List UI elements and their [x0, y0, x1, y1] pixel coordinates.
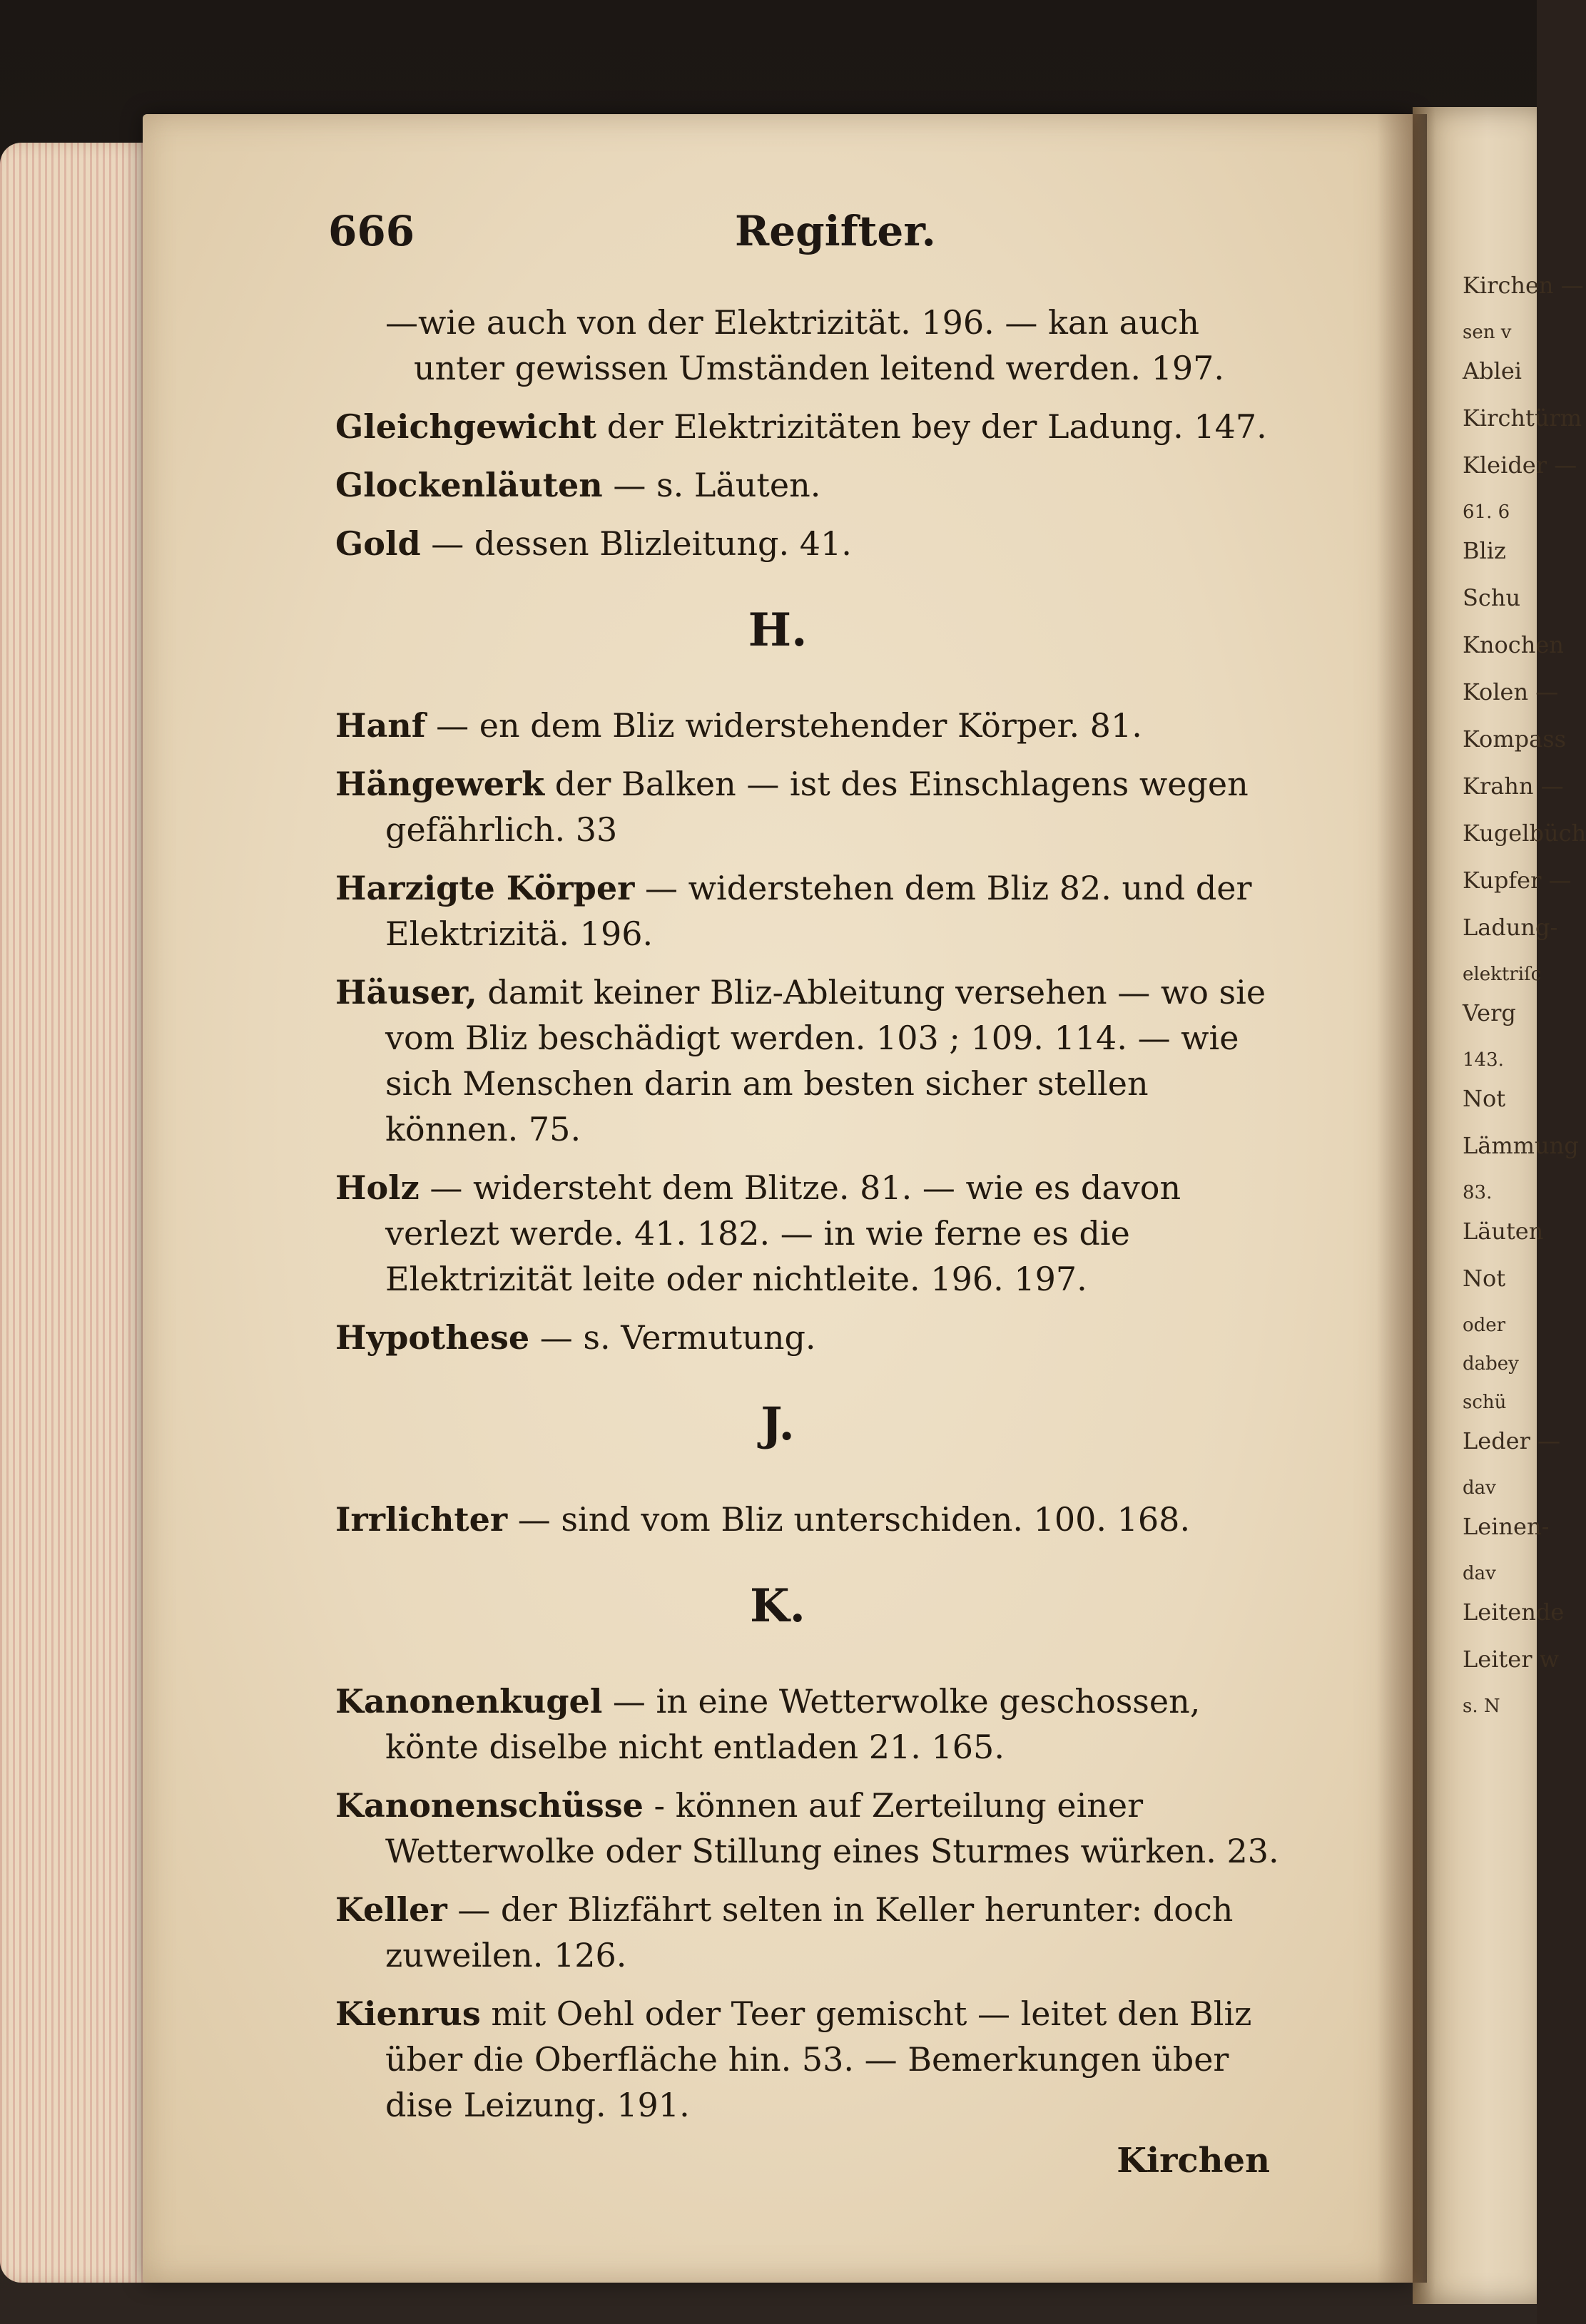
index-entry [335, 521, 1284, 566]
index-entry: —wie auch von der Elektrizität. 196. — kan auch unter gewissen Umständen leitend werden. 197. [385, 303, 1225, 387]
entry-text: — widersteht dem Blitze. 81. — wie es davon verlezt werde. 41. 182. — in wie ferne es die Elektrizität leite oder nichtleite. 196. 197. [385, 1168, 1181, 1298]
entry-term: Glockenläuten [335, 466, 603, 504]
facing-page-fragment: Not [1463, 1085, 1506, 1112]
index-entry [335, 462, 1284, 508]
entry-text: — in eine Wetterwolke geschossen, könte diselbe nicht entladen 21. 165. [385, 1682, 1201, 1766]
index-entry [335, 1783, 1284, 1874]
facing-page-fragment: Kugelbüch [1463, 820, 1586, 847]
entry-text: — sind vom Bliz unterschiden. 100. 168. [507, 1500, 1191, 1539]
facing-page-fragment: Leder — [1463, 1427, 1561, 1454]
index-entry [335, 1678, 1284, 1770]
facing-page-fragment: Not [1463, 1265, 1506, 1292]
entry-text: - können auf Zerteilung einer Wetterwolke oder Stillung eines Sturmes würken. 23. [385, 1786, 1279, 1870]
entry-term: Hängewerk [335, 765, 545, 803]
facing-page-fragment: Krahn — [1463, 773, 1564, 800]
facing-page-fragment: Schu [1463, 584, 1521, 611]
index-entry [335, 761, 1284, 852]
section-letter-i: J. [761, 1397, 795, 1451]
entry-term: Kienrus [335, 1994, 481, 2033]
entry-term: Keller [335, 1890, 447, 1929]
facing-page-fragment: Verg [1463, 999, 1516, 1026]
facing-page-fragment: elektriſc [1463, 964, 1542, 985]
facing-page-fragment: 61. 6 [1463, 501, 1510, 523]
index-entry [335, 703, 1284, 748]
entry-text: — widerstehen dem Bliz 82. und der Elektrizitä. 196. [385, 869, 1252, 953]
facing-page-fragment: dabey [1463, 1353, 1519, 1375]
index-content [335, 300, 1284, 2181]
entry-term: Irrlichter [335, 1500, 508, 1539]
entry-text: — dessen Blizleitung. 41. [420, 524, 852, 563]
facing-page-fragment: Bliz [1463, 537, 1506, 564]
index-entry [335, 404, 1284, 449]
entry-term: Häuser, [335, 973, 477, 1011]
spine-shadow [1377, 114, 1427, 2283]
entry-text: — s. Vermutung. [529, 1318, 816, 1357]
facing-page-fragment: 83. [1463, 1182, 1493, 1203]
index-entry [335, 1497, 1284, 1542]
entry-term: Hypothese [335, 1318, 530, 1357]
entry-term: Gleichgewicht [335, 407, 597, 446]
entry-term: Kanonenschüsse [335, 1786, 644, 1825]
entry-text: — der Blizfährt selten in Keller herunter: doch zuweilen. 126. [385, 1890, 1234, 1974]
facing-page-fragment: Kirchtürm [1463, 404, 1582, 432]
facing-page-fragment: Kleider — [1463, 452, 1577, 479]
entry-term: Hanf [335, 706, 426, 745]
index-entry [335, 1887, 1284, 1978]
facing-page-fragments [1463, 271, 1586, 1731]
entry-text: der Elektrizitäten bey der Ladung. 147. [596, 407, 1267, 446]
facing-page-fragment: Ladung- [1463, 914, 1558, 941]
facing-page-fragment: Leiter w [1463, 1646, 1560, 1673]
facing-page-fragment: Lämmung [1463, 1132, 1579, 1159]
entry-term: Holz [335, 1168, 420, 1207]
facing-page-fragment: Knochen [1463, 631, 1564, 658]
entry-text: mit Oehl oder Teer gemischt — leitet den Bliz über die Oberfläche hin. 53. — Bemerkungen über dise Leizung. 191. [385, 1994, 1252, 2124]
facing-page-fragment: Kompass [1463, 725, 1567, 753]
entry-text: der Balken — ist des Einschlagens wegen gefährlich. 33 [385, 765, 1249, 849]
page-number: 666 [328, 207, 415, 255]
index-entry [335, 969, 1284, 1152]
facing-page-fragment: Ablei [1463, 357, 1522, 384]
entry-term: Kanonenkugel [335, 1682, 603, 1721]
entry-term: Harzigte Körper [335, 869, 635, 907]
index-entry [335, 1165, 1284, 1302]
facing-page-fragment: schü [1463, 1392, 1507, 1413]
entry-text: — s. Läuten. [602, 466, 821, 504]
facing-page-fragment: sen v [1463, 322, 1512, 343]
entry-term: Gold [335, 524, 421, 563]
facing-page-fragment: Leinen- [1463, 1513, 1550, 1540]
facing-page-fragment: Kolen — [1463, 678, 1559, 705]
facing-page-fragment: oder [1463, 1315, 1506, 1336]
facing-page-fragment: Kirchen — [1463, 272, 1584, 299]
facing-page-fragment: dav [1463, 1563, 1496, 1584]
facing-page-fragment: dav [1463, 1477, 1496, 1499]
facing-page-fragment: 143. [1463, 1049, 1504, 1071]
facing-page-fragment: s. N [1463, 1696, 1500, 1717]
section-letter-k: K. [750, 1579, 805, 1633]
entry-text: — en dem Bliz widerstehender Körper. 81. [425, 706, 1142, 745]
facing-page-fragment: Leitende [1463, 1599, 1565, 1626]
index-entry [335, 865, 1284, 957]
catchword: Kirchen [1117, 2141, 1270, 2181]
entry-text: damit keiner Bliz-Ableitung versehen — wo sie vom Bliz beschädigt werden. 103 ; 109. 114. — wie sich Menschen darin am besten sicher stellen können. 75. [385, 973, 1266, 1148]
running-head: Regifter. [735, 207, 936, 255]
index-entry [335, 1991, 1284, 2128]
index-entry [335, 1315, 1284, 1360]
facing-page-fragment: Läuten [1463, 1218, 1544, 1245]
facing-page-fragment: Kupfer — [1463, 867, 1572, 894]
section-letter-h: H. [748, 603, 808, 657]
page-header [328, 207, 1277, 271]
